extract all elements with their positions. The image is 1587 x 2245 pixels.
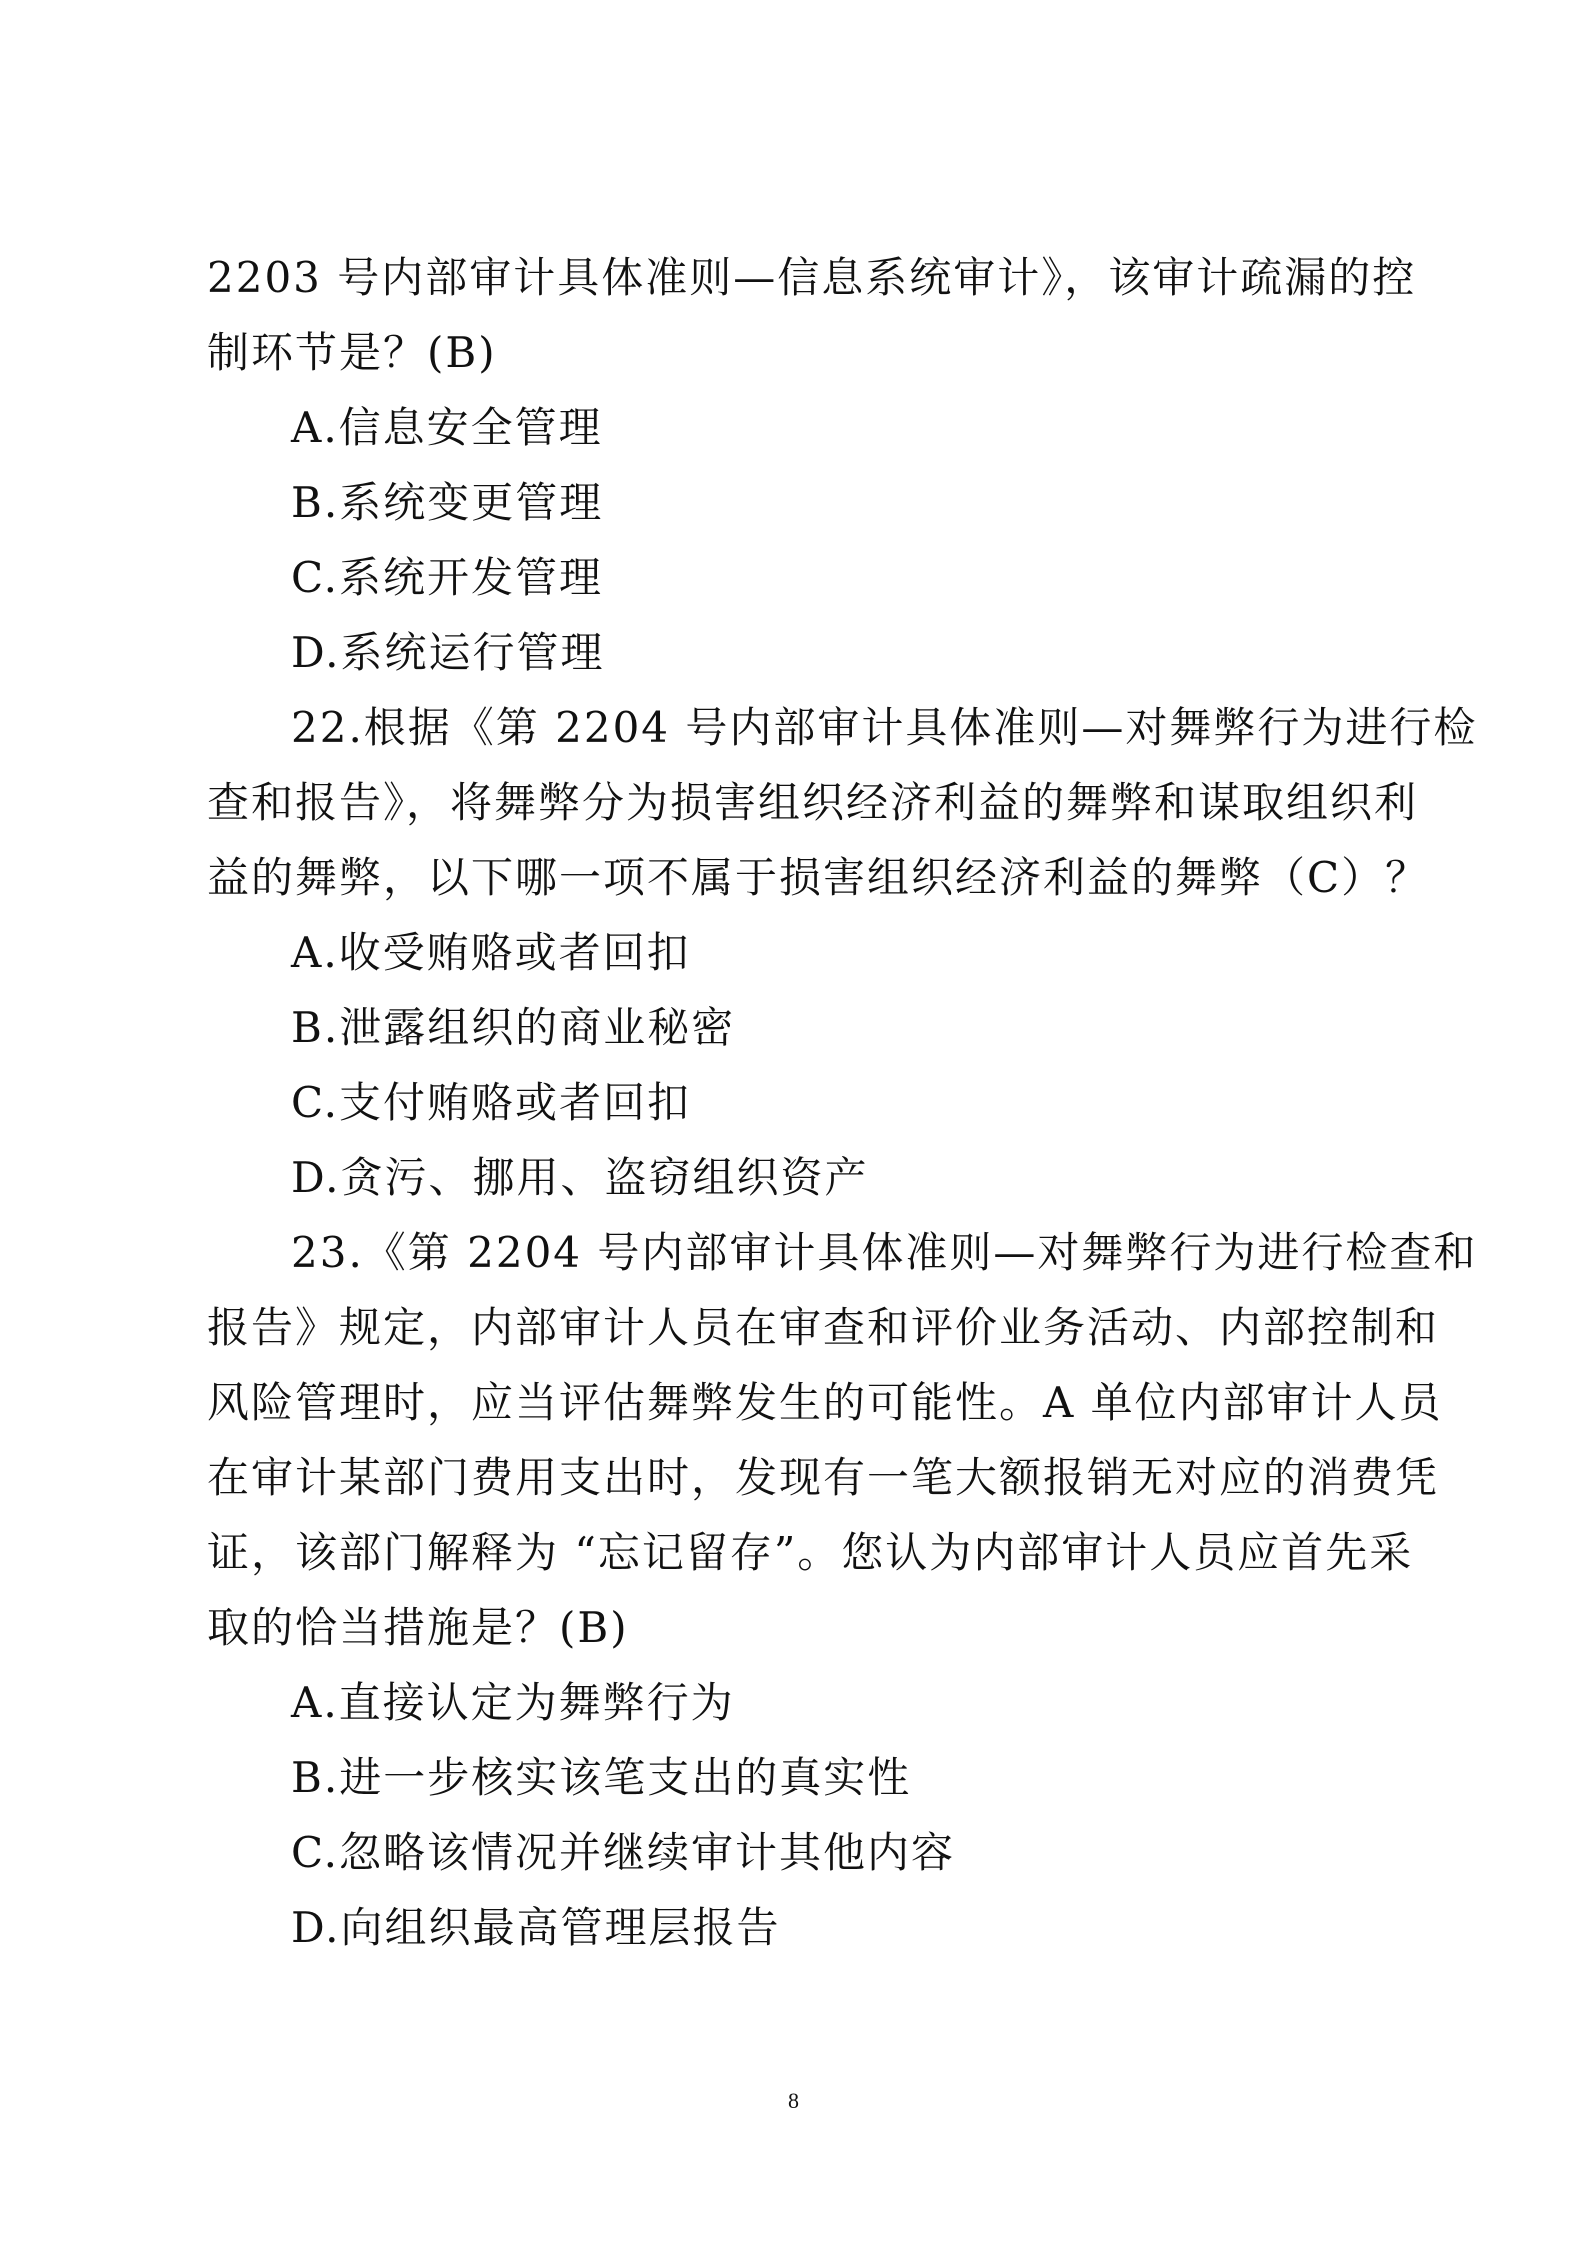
option-a: A.收受贿赂或者回扣 [291, 928, 691, 977]
option-b: B.进一步核实该笔支出的真实性 [291, 1753, 912, 1802]
question-stem-line: 2203 号内部审计具体准则—信息系统审计》，该审计疏漏的控 [207, 253, 1417, 302]
option-d: D.系统运行管理 [291, 628, 605, 677]
question-stem-line: 益的舞弊，以下哪一项不属于损害组织经济利益的舞弊（C）？ [207, 853, 1430, 902]
option-b: B.泄露组织的商业秘密 [291, 1003, 736, 1052]
question-stem-line: 23.《第 2204 号内部审计具体准则—对舞弊行为进行检查和 [291, 1228, 1478, 1277]
option-c: C.忽略该情况并继续审计其他内容 [291, 1828, 955, 1877]
question-stem-line: 查和报告》，将舞弊分为损害组织经济利益的舞弊和谋取组织利 [207, 778, 1419, 827]
question-stem-line: 22.根据《第 2204 号内部审计具体准则—对舞弊行为进行检 [291, 703, 1478, 752]
option-c: C.系统开发管理 [291, 553, 603, 602]
question-stem-line: 制环节是？(B) [207, 328, 497, 377]
question-stem-line: 风险管理时，应当评估舞弊发生的可能性。A 单位内部审计人员 [207, 1378, 1443, 1427]
option-c: C.支付贿赂或者回扣 [291, 1078, 691, 1127]
question-stem-line: 证，该部门解释为 “忘记留存”。您认为内部审计人员应首先采 [207, 1528, 1414, 1577]
document-body [207, 240, 1478, 1965]
question-stem-line: 在审计某部门费用支出时，发现有一笔大额报销无对应的消费凭 [207, 1453, 1440, 1502]
question-stem-line: 报告》规定，内部审计人员在审查和评价业务活动、内部控制和 [207, 1303, 1440, 1352]
option-a: A.信息安全管理 [291, 403, 603, 452]
question-stem-line: 取的恰当措施是？(B) [207, 1603, 629, 1652]
option-d: D.贪污、挪用、盗窃组织资产 [291, 1153, 869, 1202]
option-d: D.向组织最高管理层报告 [291, 1903, 781, 1952]
option-b: B.系统变更管理 [291, 478, 604, 527]
question-23 [207, 1215, 1478, 1965]
option-a: A.直接认定为舞弊行为 [291, 1678, 735, 1727]
question-21 [207, 240, 1417, 690]
page-number: 8 [788, 2088, 799, 2113]
question-22 [207, 690, 1478, 1215]
